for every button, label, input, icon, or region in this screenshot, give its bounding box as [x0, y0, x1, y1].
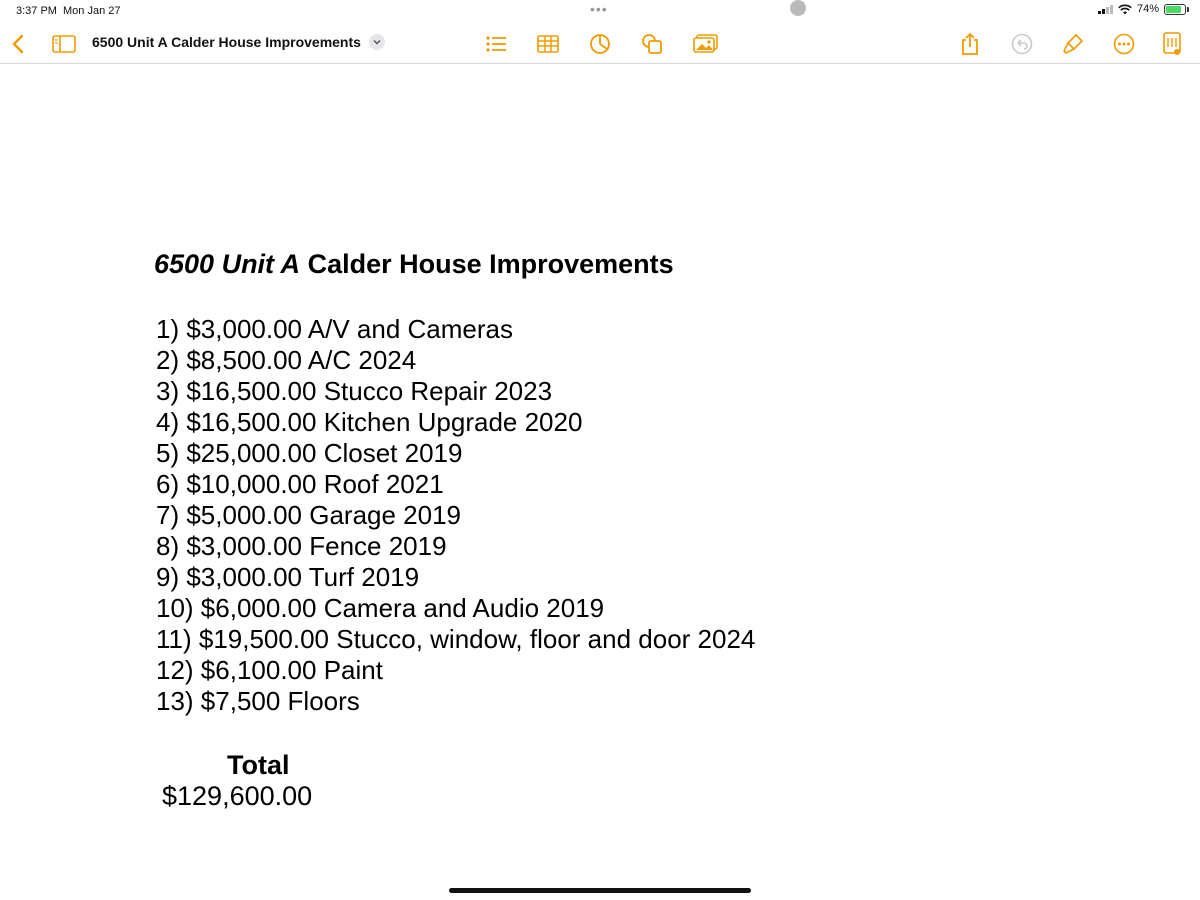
format-brush-icon	[1062, 33, 1084, 55]
document-heading[interactable]	[154, 249, 674, 280]
toolbar	[0, 24, 1200, 64]
shape-button[interactable]	[640, 32, 664, 56]
total-label[interactable]: Total	[227, 750, 290, 780]
list-item[interactable]: 1) $3,000.00 A/V and Cameras	[156, 314, 514, 344]
battery-fill	[1166, 6, 1181, 13]
battery-percent: 74%	[1136, 3, 1159, 15]
list-item[interactable]: 5) $25,000.00 Closet 2019	[156, 438, 463, 468]
total-value[interactable]: $129,600.00	[162, 781, 313, 811]
back-chevron-icon	[11, 34, 25, 54]
list-item[interactable]: 4) $16,500.00 Kitchen Upgrade 2020	[156, 407, 583, 437]
chart-button[interactable]	[588, 32, 612, 56]
status-date: Mon Jan 27	[63, 5, 121, 17]
camera-indicator	[790, 0, 806, 16]
sidebar-icon	[52, 35, 76, 53]
status-bar	[0, 0, 1200, 24]
more-icon	[1113, 33, 1135, 55]
chevron-down-icon	[369, 34, 385, 50]
list-item[interactable]: 12) $6,100.00 Paint	[156, 655, 383, 685]
document-title-button[interactable]	[92, 34, 385, 50]
media-icon	[693, 34, 719, 54]
list-item[interactable]: 3) $16,500.00 Stucco Repair 2023	[156, 376, 553, 406]
table-icon	[537, 34, 559, 54]
list-item[interactable]: 9) $3,000.00 Turf 2019	[156, 562, 420, 592]
battery-icon	[1164, 4, 1186, 15]
more-button[interactable]	[1112, 32, 1136, 56]
share-button[interactable]	[958, 32, 982, 56]
document-canvas[interactable]	[0, 64, 1200, 900]
status-time: 3:37 PM	[16, 5, 57, 17]
list-item[interactable]: 7) $5,000.00 Garage 2019	[156, 500, 462, 530]
back-button[interactable]	[6, 32, 30, 56]
status-indicators	[1098, 3, 1186, 15]
sidebar-button[interactable]	[52, 32, 76, 56]
document-title: 6500 Unit A Calder House Improvements	[92, 34, 361, 50]
list-item[interactable]: 6) $10,000.00 Roof 2021	[156, 469, 444, 499]
table-button[interactable]	[536, 32, 560, 56]
list-icon	[485, 34, 507, 54]
improvements-list[interactable]	[156, 314, 755, 717]
heading-italic-part: 6500 Unit A	[154, 249, 301, 279]
media-button[interactable]	[692, 32, 720, 56]
list-item[interactable]: 13) $7,500 Floors	[156, 686, 360, 716]
document-setup-button[interactable]	[1160, 32, 1184, 56]
share-icon	[960, 32, 980, 56]
heading-rest-part: Calder House Improvements	[300, 249, 674, 279]
undo-icon	[1011, 33, 1033, 55]
chart-icon	[589, 33, 611, 55]
format-button[interactable]	[1061, 32, 1085, 56]
home-indicator[interactable]	[449, 888, 751, 893]
undo-button[interactable]	[1010, 32, 1034, 56]
list-item[interactable]: 10) $6,000.00 Camera and Audio 2019	[156, 593, 605, 623]
list-item[interactable]: 11) $19,500.00 Stucco, window, floor and door 2024	[156, 624, 756, 654]
list-button[interactable]	[484, 32, 508, 56]
cellular-signal-icon	[1098, 4, 1113, 14]
shape-icon	[641, 33, 663, 55]
list-item[interactable]: 8) $3,000.00 Fence 2019	[156, 531, 447, 561]
list-item[interactable]: 2) $8,500.00 A/C 2024	[156, 345, 417, 375]
document-icon	[1162, 32, 1182, 56]
multitasking-dots-icon[interactable]: •••	[590, 1, 608, 17]
wifi-icon	[1118, 4, 1132, 15]
